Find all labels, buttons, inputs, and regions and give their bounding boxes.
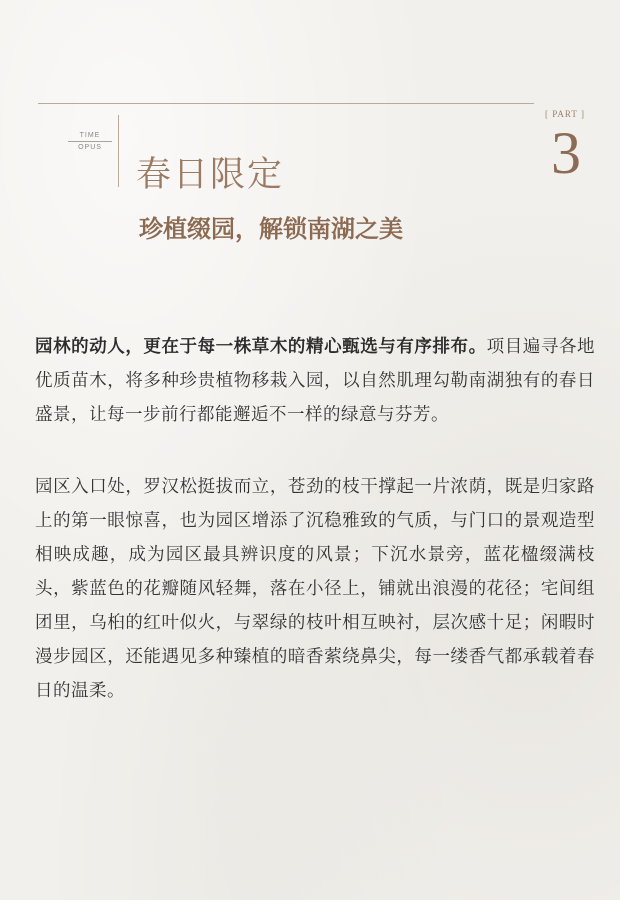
paragraph-plants: 园区入口处，罗汉松挺拔而立，苍劲的枝干撑起一片浓荫，既是归家路上的第一眼惊喜，也为园区增添了沉稳雅致的气质，与门口的景观造型相映成趣，成为园区最具辨识度的风景；下沉水景旁，蓝花楹缀满枝头，紫蓝色的花瓣随风轻舞，落在小径上，铺就出浪漫的花径；宅间组团里，乌桕的红叶似火，与翠绿的枝叶相互映衬，层次感十足；闲暇时漫步园区，还能遇见多种臻植的暗香萦绕鼻尖，每一缕香气都承载着春日的温柔。 [35, 477, 595, 701]
brand-logo-bottom: OPUS [78, 144, 102, 151]
section-subtitle: 珍植缀园，解锁南湖之美 [139, 214, 403, 243]
article-body [35, 330, 595, 708]
brand-logo-top: TIME [79, 132, 101, 139]
paragraph-intro-bold: 园林的动人，更在于每一株草木的精心甄选与有序排布。 [35, 337, 487, 357]
section-header [0, 0, 620, 300]
brand-logo-divider [68, 141, 112, 142]
header-top-rule [38, 103, 534, 104]
part-number: 3 [551, 120, 581, 186]
paragraph-intro [35, 330, 595, 432]
part-label: [ PART ] [545, 109, 585, 119]
section-title: 春日限定 [136, 155, 285, 195]
paragraph-intro-rest: 项目遍寻各地优质苗木，将多种珍贵植物移栽入园，以自然肌理勾勒南湖独有的春日盛景，让每一步前行都能邂逅不一样的绿意与芬芳。 [35, 337, 596, 425]
header-vertical-rule [118, 115, 119, 187]
brand-logo [68, 131, 112, 152]
